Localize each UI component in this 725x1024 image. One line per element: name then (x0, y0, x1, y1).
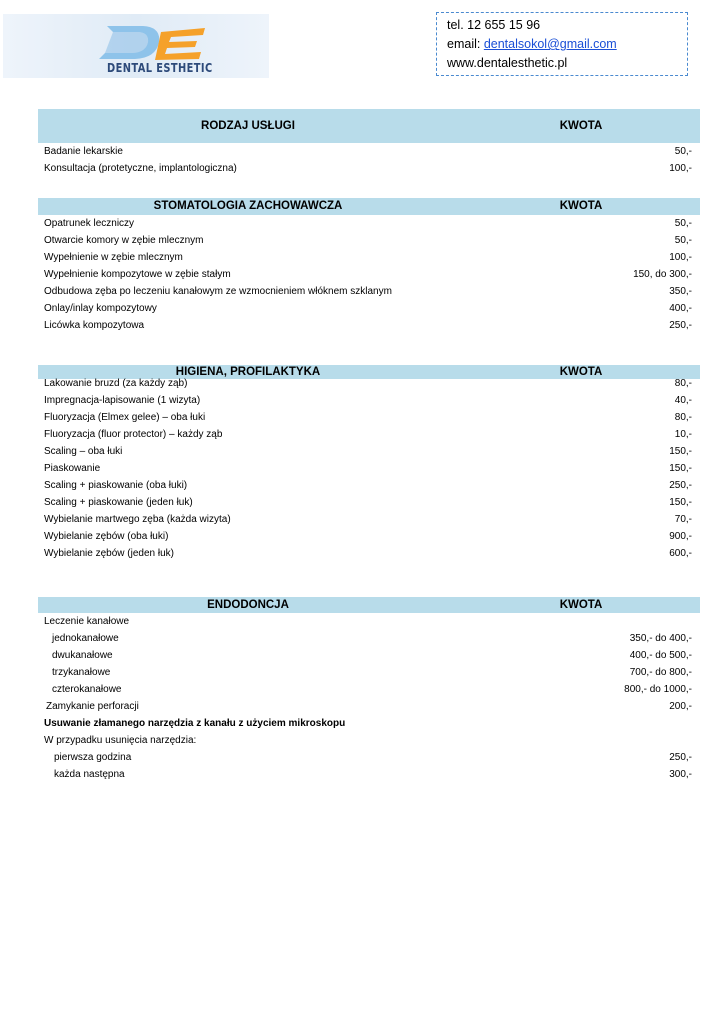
service-price: 350,- (669, 286, 692, 297)
service-name: Scaling + piaskowanie (jeden łuk) (44, 497, 193, 508)
amount-header: KWOTA (559, 120, 603, 132)
service-name: Opatrunek leczniczy (44, 218, 135, 229)
price-row (38, 664, 700, 681)
section-conservative-dentistry (38, 198, 700, 334)
service-name: Wybielanie zębów (oba łuki) (44, 531, 169, 542)
price-row (38, 681, 700, 698)
service-price: 150,- (669, 446, 692, 457)
price-row (38, 613, 700, 630)
service-price: 100,- (669, 163, 692, 174)
price-row (38, 477, 700, 494)
price-row (38, 494, 700, 511)
service-name: Lakowanie bruzd (za każdy ząb) (44, 378, 188, 389)
price-row (38, 375, 700, 392)
service-name: Otwarcie komory w zębie mlecznym (44, 235, 204, 246)
section-endodontics (38, 597, 700, 783)
price-row (38, 409, 700, 426)
service-price: 40,- (674, 395, 692, 406)
service-name: Badanie lekarskie (44, 146, 123, 157)
section-header (38, 597, 700, 613)
contact-phone: tel. 12 655 15 96 (447, 18, 541, 32)
service-name: Zamykanie perforacji (46, 701, 139, 712)
service-price: 10,- (674, 429, 692, 440)
price-row (38, 443, 700, 460)
service-price: 80,- (674, 378, 692, 389)
service-price: 700,- do 800,- (629, 667, 692, 678)
service-price: 50,- (674, 218, 692, 229)
price-row (38, 460, 700, 477)
service-name: Wypełnienie kompozytowe w zębie stałym (44, 269, 231, 280)
service-price: 250,- (669, 480, 692, 491)
service-price: 150,- (669, 463, 692, 474)
price-row (38, 545, 700, 562)
section-title: HIGIENA, PROFILAKTYKA (175, 366, 321, 378)
contact-email-label: email: (447, 37, 484, 51)
service-name: Scaling – oba łuki (44, 446, 123, 457)
amount-header: KWOTA (559, 200, 603, 212)
service-price: 600,- (669, 548, 692, 559)
price-row (38, 283, 700, 300)
service-name: każda następna (54, 769, 125, 780)
service-price: 70,- (674, 514, 692, 525)
amount-header: KWOTA (559, 599, 603, 611)
price-row (38, 732, 700, 749)
service-price: 400,- (669, 303, 692, 314)
section-title: RODZAJ USŁUGI (201, 120, 295, 132)
service-name: czterokanałowe (52, 684, 122, 695)
service-price: 50,- (674, 146, 692, 157)
service-price: 150,- (669, 497, 692, 508)
contact-email-link[interactable]: dentalsokol@gmail.com (483, 37, 617, 51)
amount-header: KWOTA (559, 366, 603, 378)
service-price: 300,- (669, 769, 692, 780)
service-price: 200,- (669, 701, 692, 712)
dental-esthetic-logo (3, 14, 269, 78)
service-price: 80,- (674, 412, 692, 423)
service-price: 900,- (669, 531, 692, 542)
price-row (38, 511, 700, 528)
service-price: 50,- (674, 235, 692, 246)
price-row (38, 300, 700, 317)
service-name: Scaling + piaskowanie (oba łuki) (44, 480, 188, 491)
service-name: W przypadku usunięcia narzędzia: (44, 735, 197, 746)
service-price: 100,- (669, 252, 692, 263)
price-row (38, 749, 700, 766)
price-row (38, 232, 700, 249)
logo-text: DENTAL ESTHETIC (107, 61, 213, 75)
service-name: Impregnacja-lapisowanie (1 wizyta) (44, 395, 201, 406)
contact-email-line (447, 35, 687, 54)
price-row (38, 160, 700, 177)
price-row (38, 528, 700, 545)
service-name: trzykanałowe (52, 667, 111, 678)
service-name: Onlay/inlay kompozytowy (44, 303, 157, 314)
section-hygiene-prevention (38, 365, 700, 562)
service-name: Wybielanie zębów (jeden łuk) (44, 548, 174, 559)
price-row (38, 698, 700, 715)
section-title: ENDODONCJA (207, 599, 289, 611)
price-row (38, 426, 700, 443)
service-price: 250,- (669, 320, 692, 331)
section-header (38, 109, 700, 143)
service-price: 800,- do 1000,- (624, 684, 692, 695)
price-row (38, 630, 700, 647)
service-name: Licówka kompozytowa (44, 320, 145, 331)
service-name: Fluoryzacja (Elmex gelee) – oba łuki (44, 412, 206, 423)
service-name: Usuwanie złamanego narzędzia z kanału z użyciem mikroskopu (44, 718, 346, 729)
service-name: Odbudowa zęba po leczeniu kanałowym ze wzmocnieniem włóknem szklanym (44, 286, 392, 297)
price-row (38, 715, 700, 732)
service-name: pierwsza godzina (54, 752, 132, 763)
service-name: Leczenie kanałowe (44, 616, 130, 627)
section-title: STOMATOLOGIA ZACHOWAWCZA (153, 200, 343, 212)
service-name: Piaskowanie (44, 463, 101, 474)
service-price: 400,- do 500,- (629, 650, 692, 661)
service-name: Konsultacja (protetyczne, implantologiczna) (44, 163, 237, 174)
price-row (38, 143, 700, 160)
price-row (38, 317, 700, 334)
service-price: 250,- (669, 752, 692, 763)
service-price: 150, do 300,- (633, 269, 692, 280)
contact-website: www.dentalesthetic.pl (447, 56, 568, 70)
service-name: Fluoryzacja (fluor protector) – każdy ząb (44, 429, 223, 440)
service-name: dwukanałowe (52, 650, 113, 661)
service-name: Wybielanie martwego zęba (każda wizyta) (44, 514, 231, 525)
price-row (38, 215, 700, 232)
price-row (38, 249, 700, 266)
price-row (38, 647, 700, 664)
service-price: 350,- do 400,- (629, 633, 692, 644)
price-row (38, 266, 700, 283)
contact-box (436, 12, 688, 76)
section-general-services (38, 109, 700, 177)
price-row (38, 766, 700, 783)
price-row (38, 392, 700, 409)
service-name: Wypełnienie w zębie mlecznym (44, 252, 183, 263)
section-header (38, 198, 700, 215)
service-name: jednokanałowe (52, 633, 119, 644)
